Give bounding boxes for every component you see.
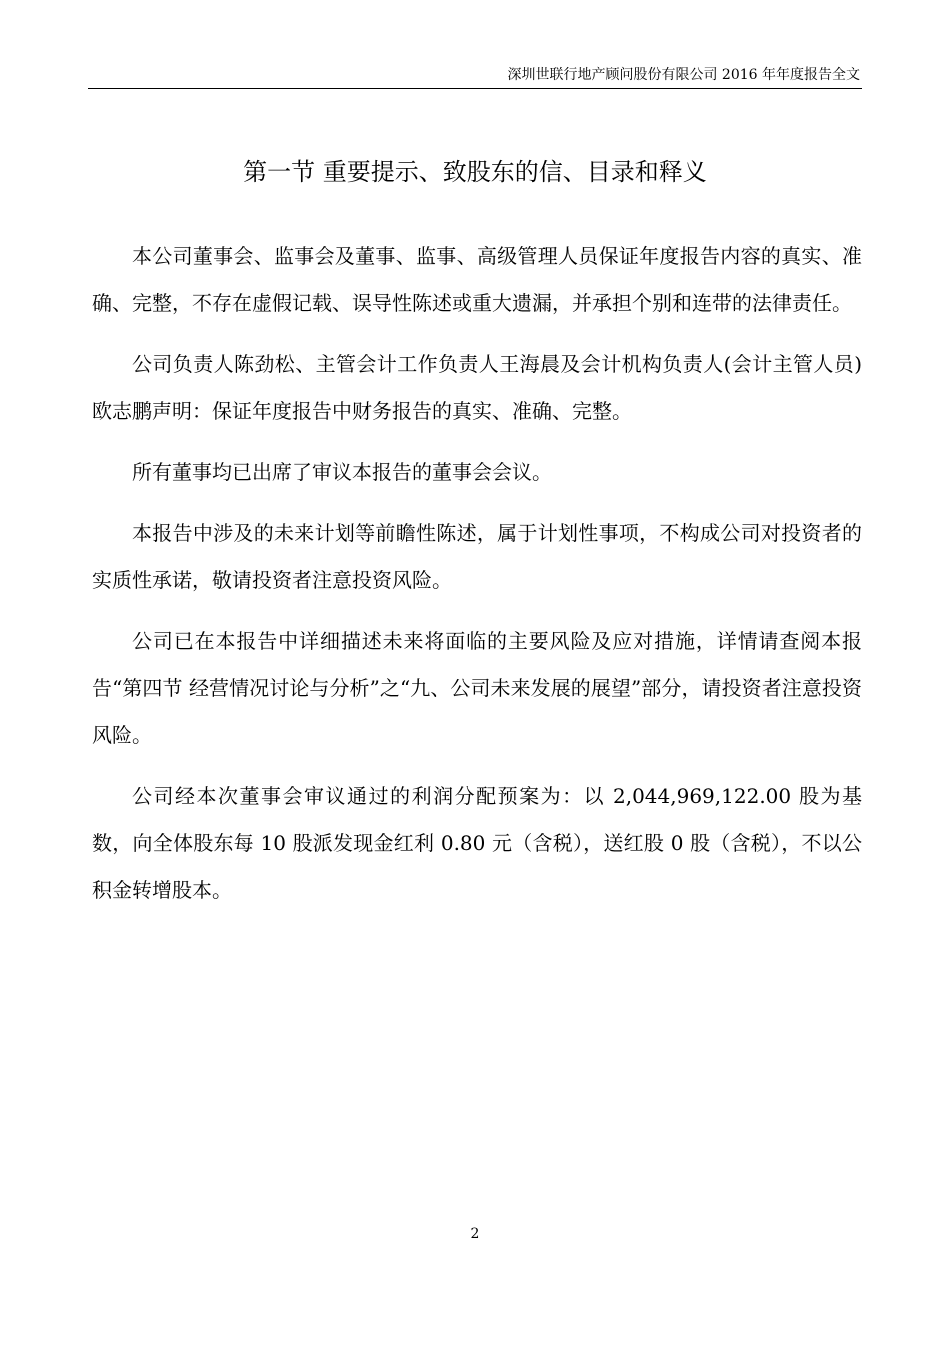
board-attendance-paragraph: 所有董事均已出席了审议本报告的董事会会议。 bbox=[132, 460, 552, 484]
page-header bbox=[88, 62, 862, 89]
board-guarantee-paragraph: 本公司董事会、监事会及董事、监事、高级管理人员保证年度报告内容的真实、准确、完整，不存在虚假记载、误导性陈述或重大遗漏，并承担个别和连带的法律责任。 bbox=[92, 244, 862, 315]
page-number: 2 bbox=[470, 1226, 480, 1242]
risk-disclosure-paragraph: 公司已在本报告中详细描述未来将面临的主要风险及应对措施，详情请查阅本报告“第四节 经营情况讨论与分析”之“九、公司未来发展的展望”部分，请投资者注意投资风险。 bbox=[92, 629, 862, 747]
forward-looking-statement-paragraph: 本报告中涉及的未来计划等前瞻性陈述，属于计划性事项，不构成公司对投资者的实质性承诺，敬请投资者注意投资风险。 bbox=[92, 521, 862, 592]
report-header-title: 深圳世联行地产顾问股份有限公司 2016 年年度报告全文 bbox=[507, 67, 860, 83]
section-title: 第一节 重要提示、致股东的信、目录和释义 bbox=[243, 158, 707, 186]
responsible-persons-statement-paragraph: 公司负责人陈劲松、主管会计工作负责人王海晨及会计机构负责人(会计主管人员)欧志鹏声明：保证年度报告中财务报告的真实、准确、完整。 bbox=[92, 352, 862, 423]
profit-distribution-paragraph: 公司经本次董事会审议通过的利润分配预案为：以 2,044,969,122.00 股为基数，向全体股东每 10 股派发现金红利 0.80 元（含税），送红股 0 股（含税），不以公积金转增股本。 bbox=[92, 784, 862, 902]
important-notice-body bbox=[92, 233, 862, 928]
